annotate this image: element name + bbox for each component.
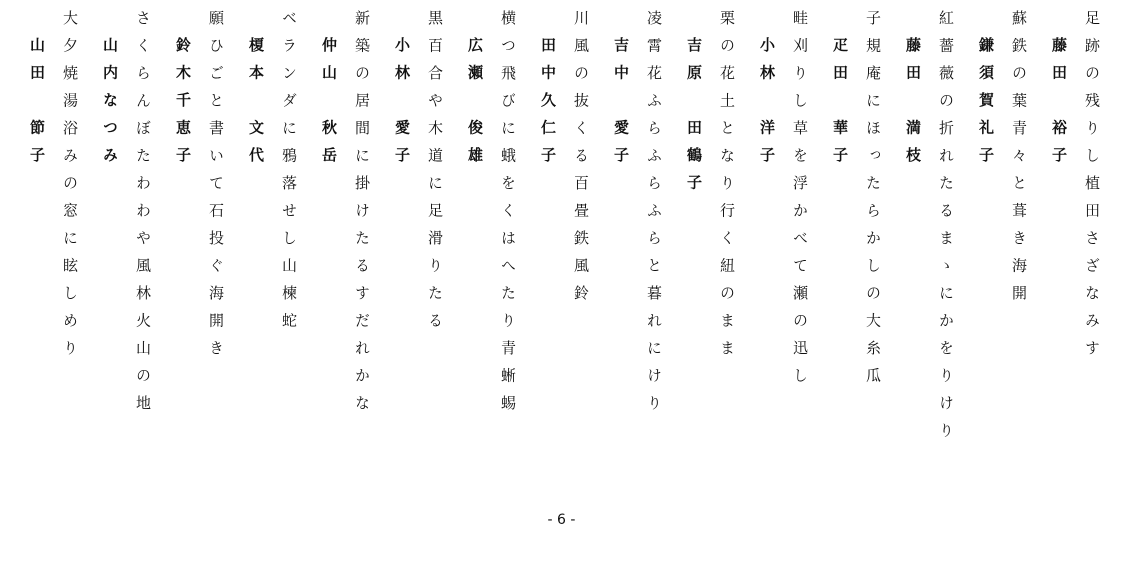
haiku-entry [829,10,884,450]
haiku-entry [26,10,81,450]
haiku-entry [1048,10,1103,450]
haiku-text: 川風の抜くる百畳鉄風鈴 [572,10,590,313]
haiku-text: 横つ飛びに蛾をくはへたり青蜥蜴 [499,10,517,423]
haiku-author: 藤田 満枝 [904,37,922,175]
haiku-author: 吉原 田鶴子 [685,37,703,202]
haiku-entry [318,10,373,450]
haiku-author: 山内なつみ [101,37,119,175]
haiku-text: 子規庵にほったらかしの大糸瓜 [864,10,882,395]
haiku-text: さくらんぼたわわや風林火山の地 [134,10,152,423]
page-number: - 6 - [547,512,576,528]
haiku-author: 山田 節子 [28,37,46,175]
haiku-author: 榎本 文代 [247,37,265,175]
haiku-text: 願ひごと書いて石投ぐ海開き [207,10,225,368]
haiku-entry [610,10,665,450]
haiku-author: 鎌須賀礼子 [977,37,995,175]
haiku-entry [975,10,1030,450]
haiku-text: 畦刈りし草を浮かべて瀬の迅し [791,10,809,395]
haiku-text: 新築の居間に掛けたるすだれかな [353,10,371,423]
haiku-entry [172,10,227,450]
haiku-author: 仲山 秋岳 [320,37,338,175]
haiku-text: 凌霄花ふらふらふらと暮れにけり [645,10,663,423]
haiku-author: 小林 洋子 [758,37,776,175]
haiku-entry [902,10,957,450]
haiku-entry [99,10,154,450]
haiku-entry [756,10,811,450]
haiku-entry [245,10,300,450]
haiku-entry [464,10,519,450]
haiku-author: 鈴木千恵子 [174,37,192,175]
haiku-author: 小林 愛子 [393,37,411,175]
haiku-author: 藤田 裕子 [1050,37,1068,175]
haiku-entry [391,10,446,450]
haiku-text: 栗の花土となり行く紐のまま [718,10,736,368]
haiku-text: 足跡の残りし植田さざなみす [1083,10,1101,368]
haiku-text: 大夕焼湯浴みの窓に眩しめり [61,10,79,368]
haiku-text: 蘇鉄の葉青々と葺き海開 [1010,10,1028,313]
haiku-text: 紅薔薇の折れたるまゝにかをりけり [937,10,955,450]
haiku-entry [683,10,738,450]
haiku-author: 広瀬 俊雄 [466,37,484,175]
haiku-author: 吉中 愛子 [612,37,630,175]
haiku-text: 黒百合や木道に足滑りたる [426,10,444,340]
haiku-text: ベランダに鴉落せし山楝蛇 [280,10,298,340]
haiku-entry [537,10,592,450]
haiku-list [26,10,1103,450]
haiku-author: 田中久仁子 [539,37,557,175]
haiku-author: 疋田 華子 [831,37,849,175]
